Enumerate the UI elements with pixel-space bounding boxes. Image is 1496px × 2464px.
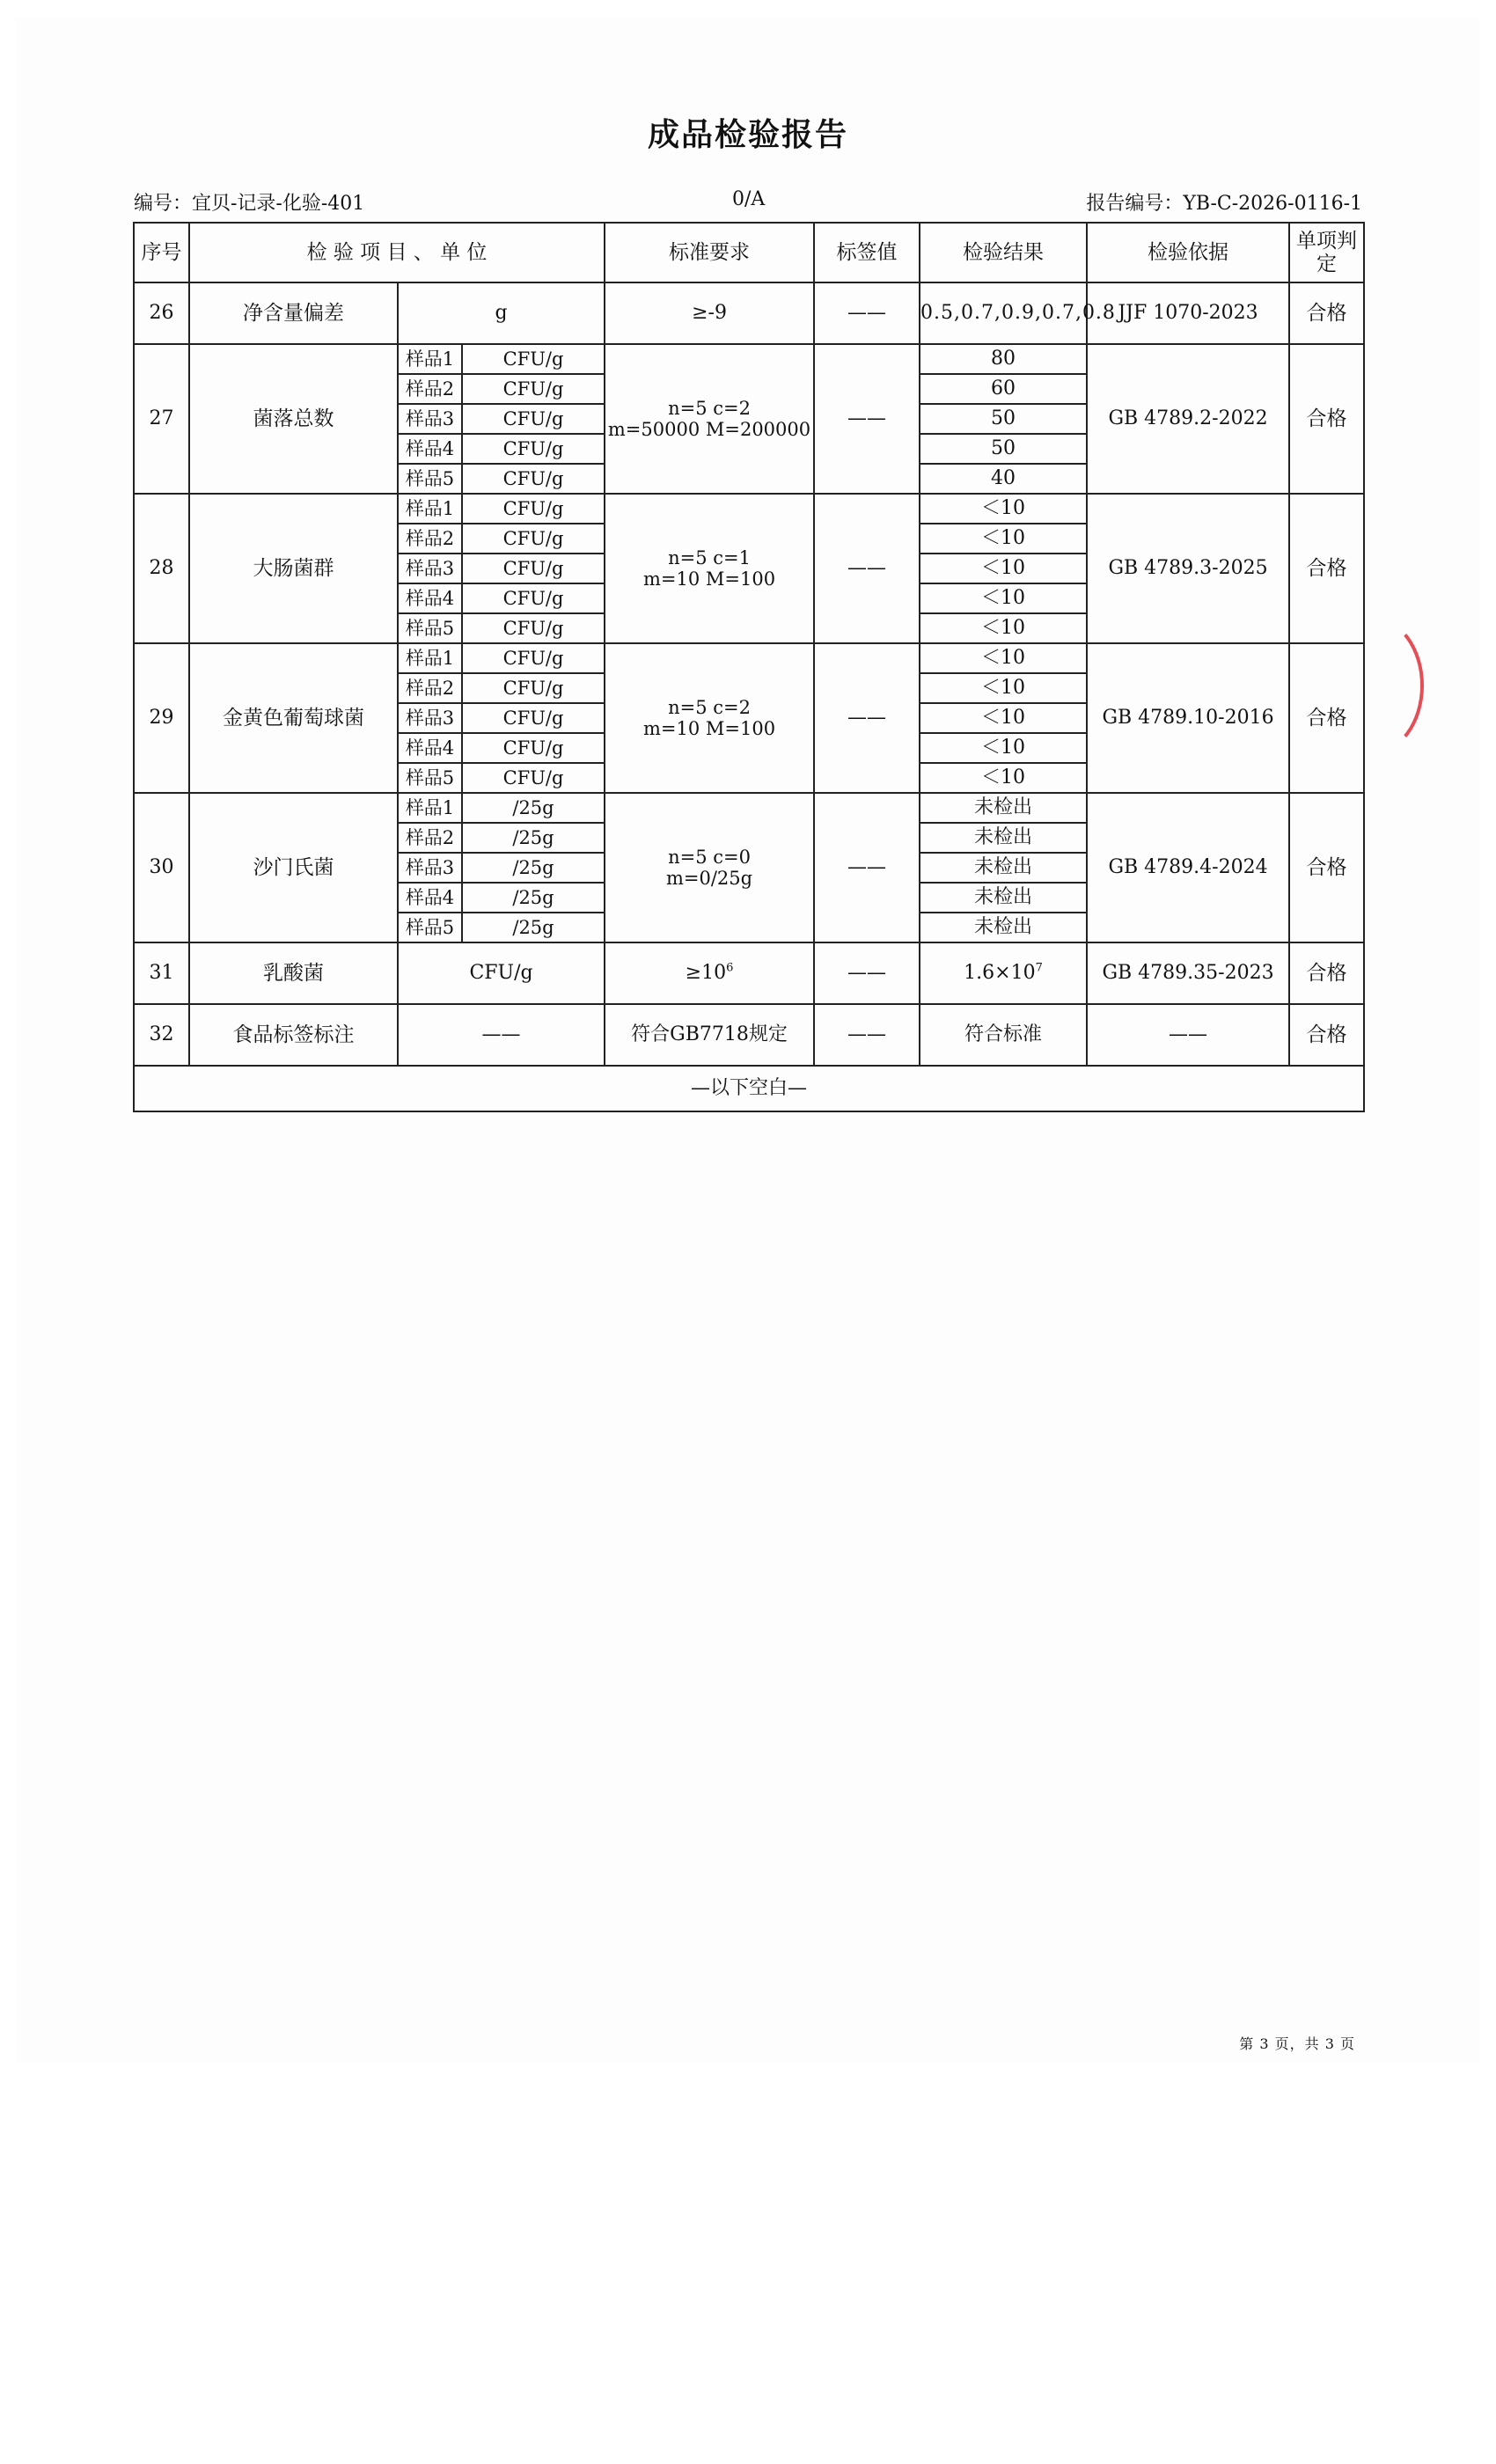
sample-label: 样品2	[398, 823, 462, 853]
seq-cell: 26	[134, 282, 189, 344]
header-standard: 标准要求	[605, 223, 814, 282]
sample-label: 样品4	[398, 883, 462, 913]
basis-cell: GB 4789.3-2025	[1087, 494, 1289, 643]
document-title: 成品检验报告	[647, 117, 848, 153]
sample-label: 样品3	[398, 554, 462, 583]
basis-cell: GB 4789.35-2023	[1087, 942, 1289, 1004]
standard-line-2: m=50000 M=200000	[607, 419, 811, 440]
sample-label: 样品1	[398, 344, 462, 374]
basis-cell: JJF 1070-2023	[1087, 282, 1289, 344]
unit-cell: CFU/g	[462, 344, 605, 374]
result-cell: 40	[920, 464, 1087, 494]
verdict-cell: 合格	[1289, 793, 1364, 942]
item-name: 大肠菌群	[189, 494, 398, 643]
sample-label: 样品3	[398, 404, 462, 434]
unit-cell: CFU/g	[462, 613, 605, 643]
unit-cell: CFU/g	[462, 643, 605, 673]
standard-cell	[605, 643, 814, 793]
result-cell: 未检出	[920, 883, 1087, 913]
blank-marker: —以下空白—	[134, 1066, 1364, 1111]
label-value-cell: ——	[814, 1004, 920, 1066]
item-name: 食品标签标注	[189, 1004, 398, 1066]
unit-cell: /25g	[462, 883, 605, 913]
result-cell: 未检出	[920, 853, 1087, 883]
seq-cell: 28	[134, 494, 189, 643]
unit-cell: CFU/g	[462, 763, 605, 793]
unit-cell: CFU/g	[462, 673, 605, 703]
result-cell: ＜10	[920, 613, 1087, 643]
result-cell: ＜10	[920, 673, 1087, 703]
unit-cell: CFU/g	[462, 374, 605, 404]
basis-cell: GB 4789.2-2022	[1087, 344, 1289, 494]
result-cell: ＜10	[920, 524, 1087, 554]
standard-line-1: n=5 c=1	[668, 546, 751, 568]
standard-line-1: n=5 c=2	[668, 397, 751, 419]
red-seal-stamp	[1320, 616, 1424, 755]
table-row	[134, 793, 1364, 823]
header-label-value: 标签值	[814, 223, 920, 282]
standard-exponent: 6	[726, 962, 734, 976]
unit-cell: CFU/g	[462, 434, 605, 464]
result-cell: 50	[920, 404, 1087, 434]
unit-cell: CFU/g	[462, 524, 605, 554]
result-cell: ＜10	[920, 554, 1087, 583]
table-row	[134, 1004, 1364, 1066]
sample-label: 样品5	[398, 613, 462, 643]
seq-cell: 27	[134, 344, 189, 494]
verdict-cell: 合格	[1289, 494, 1364, 643]
item-name: 净含量偏差	[189, 282, 398, 344]
verdict-cell: 合格	[1289, 344, 1364, 494]
result-cell: 80	[920, 344, 1087, 374]
result-cell: ＜10	[920, 583, 1087, 613]
standard-line-2: m=0/25g	[665, 868, 753, 889]
sample-label: 样品1	[398, 793, 462, 823]
item-name: 沙门氏菌	[189, 793, 398, 942]
item-name: 乳酸菌	[189, 942, 398, 1004]
result-cell: 符合标准	[920, 1004, 1087, 1066]
item-name: 菌落总数	[189, 344, 398, 494]
basis-cell: ——	[1087, 1004, 1289, 1066]
result-base: 1.6×10	[964, 962, 1036, 985]
table-row	[134, 942, 1364, 1004]
unit-cell: CFU/g	[462, 404, 605, 434]
header-item-unit: 检 验 项 目 、 单 位	[189, 223, 605, 282]
verdict-cell: 合格	[1289, 1004, 1364, 1066]
result-cell: ＜10	[920, 763, 1087, 793]
blank-marker-row	[134, 1066, 1364, 1111]
document-meta-row	[134, 188, 1362, 216]
sample-label: 样品4	[398, 733, 462, 763]
label-value-cell: ——	[814, 494, 920, 643]
unit-cell: /25g	[462, 823, 605, 853]
standard-cell	[605, 793, 814, 942]
unit-cell: /25g	[462, 793, 605, 823]
header-verdict: 单项判定	[1289, 223, 1364, 282]
table-header-row	[134, 223, 1364, 282]
verdict-cell: 合格	[1289, 282, 1364, 344]
sample-label: 样品3	[398, 703, 462, 733]
table-row	[134, 494, 1364, 524]
unit-cell: CFU/g	[462, 494, 605, 524]
record-code: 编号：宜贝-记录-化验-401	[134, 193, 365, 215]
sample-label: 样品1	[398, 643, 462, 673]
sample-label: 样品4	[398, 583, 462, 613]
header-seq: 序号	[134, 223, 189, 282]
basis-cell: GB 4789.10-2016	[1087, 643, 1289, 793]
standard-cell	[605, 494, 814, 643]
unit-cell: ——	[398, 1004, 605, 1066]
seq-cell: 29	[134, 643, 189, 793]
result-cell: ＜10	[920, 643, 1087, 673]
standard-line-2: m=10 M=100	[642, 568, 776, 590]
unit-cell: /25g	[462, 913, 605, 942]
table-row	[134, 643, 1364, 673]
unit-cell: CFU/g	[462, 703, 605, 733]
seq-cell: 31	[134, 942, 189, 1004]
unit-cell: CFU/g	[398, 942, 605, 1004]
result-cell: 未检出	[920, 793, 1087, 823]
standard-cell: ≥-9	[605, 282, 814, 344]
header-basis: 检验依据	[1087, 223, 1289, 282]
standard-line-1: n=5 c=0	[668, 846, 751, 868]
verdict-cell: 合格	[1289, 643, 1364, 793]
unit-cell: CFU/g	[462, 554, 605, 583]
page-number: 第 3 页，共 3 页	[1239, 2035, 1355, 2052]
standard-cell	[605, 344, 814, 494]
table-row	[134, 344, 1364, 374]
result-cell: ＜10	[920, 494, 1087, 524]
result-cell: 60	[920, 374, 1087, 404]
standard-cell: 符合GB7718规定	[605, 1004, 814, 1066]
sample-label: 样品5	[398, 763, 462, 793]
unit-cell: CFU/g	[462, 464, 605, 494]
unit-cell: CFU/g	[462, 733, 605, 763]
sample-label: 样品2	[398, 374, 462, 404]
table-row	[134, 282, 1364, 344]
verdict-cell: 合格	[1289, 942, 1364, 1004]
standard-base: ≥10	[685, 962, 727, 985]
result-cell: 0.5,0.7,0.9,0.7,0.8	[920, 282, 1087, 344]
result-cell	[920, 942, 1087, 1004]
label-value-cell: ——	[814, 942, 920, 1004]
unit-cell: CFU/g	[462, 583, 605, 613]
label-value-cell: ——	[814, 282, 920, 344]
sample-label: 样品2	[398, 673, 462, 703]
header-result: 检验结果	[920, 223, 1087, 282]
unit-cell: g	[398, 282, 605, 344]
sample-label: 样品5	[398, 464, 462, 494]
item-name: 金黄色葡萄球菌	[189, 643, 398, 793]
sample-label: 样品1	[398, 494, 462, 524]
label-value-cell: ——	[814, 793, 920, 942]
version-number: 0/A	[732, 188, 766, 210]
inspection-table	[133, 222, 1365, 1112]
standard-cell	[605, 942, 814, 1004]
result-cell: ＜10	[920, 703, 1087, 733]
result-cell: 50	[920, 434, 1087, 464]
label-value-cell: ——	[814, 344, 920, 494]
basis-cell: GB 4789.4-2024	[1087, 793, 1289, 942]
standard-line-2: m=10 M=100	[642, 718, 776, 739]
sample-label: 样品2	[398, 524, 462, 554]
seq-cell: 30	[134, 793, 189, 942]
report-number: 报告编号：YB-C-2026-0116-1	[1086, 193, 1362, 215]
sample-label: 样品5	[398, 913, 462, 942]
unit-cell: /25g	[462, 853, 605, 883]
sample-label: 样品4	[398, 434, 462, 464]
sample-label: 样品3	[398, 853, 462, 883]
result-cell: 未检出	[920, 913, 1087, 942]
result-exponent: 7	[1035, 962, 1043, 976]
label-value-cell: ——	[814, 643, 920, 793]
standard-line-1: n=5 c=2	[668, 696, 751, 718]
seq-cell: 32	[134, 1004, 189, 1066]
result-cell: ＜10	[920, 733, 1087, 763]
result-cell: 未检出	[920, 823, 1087, 853]
